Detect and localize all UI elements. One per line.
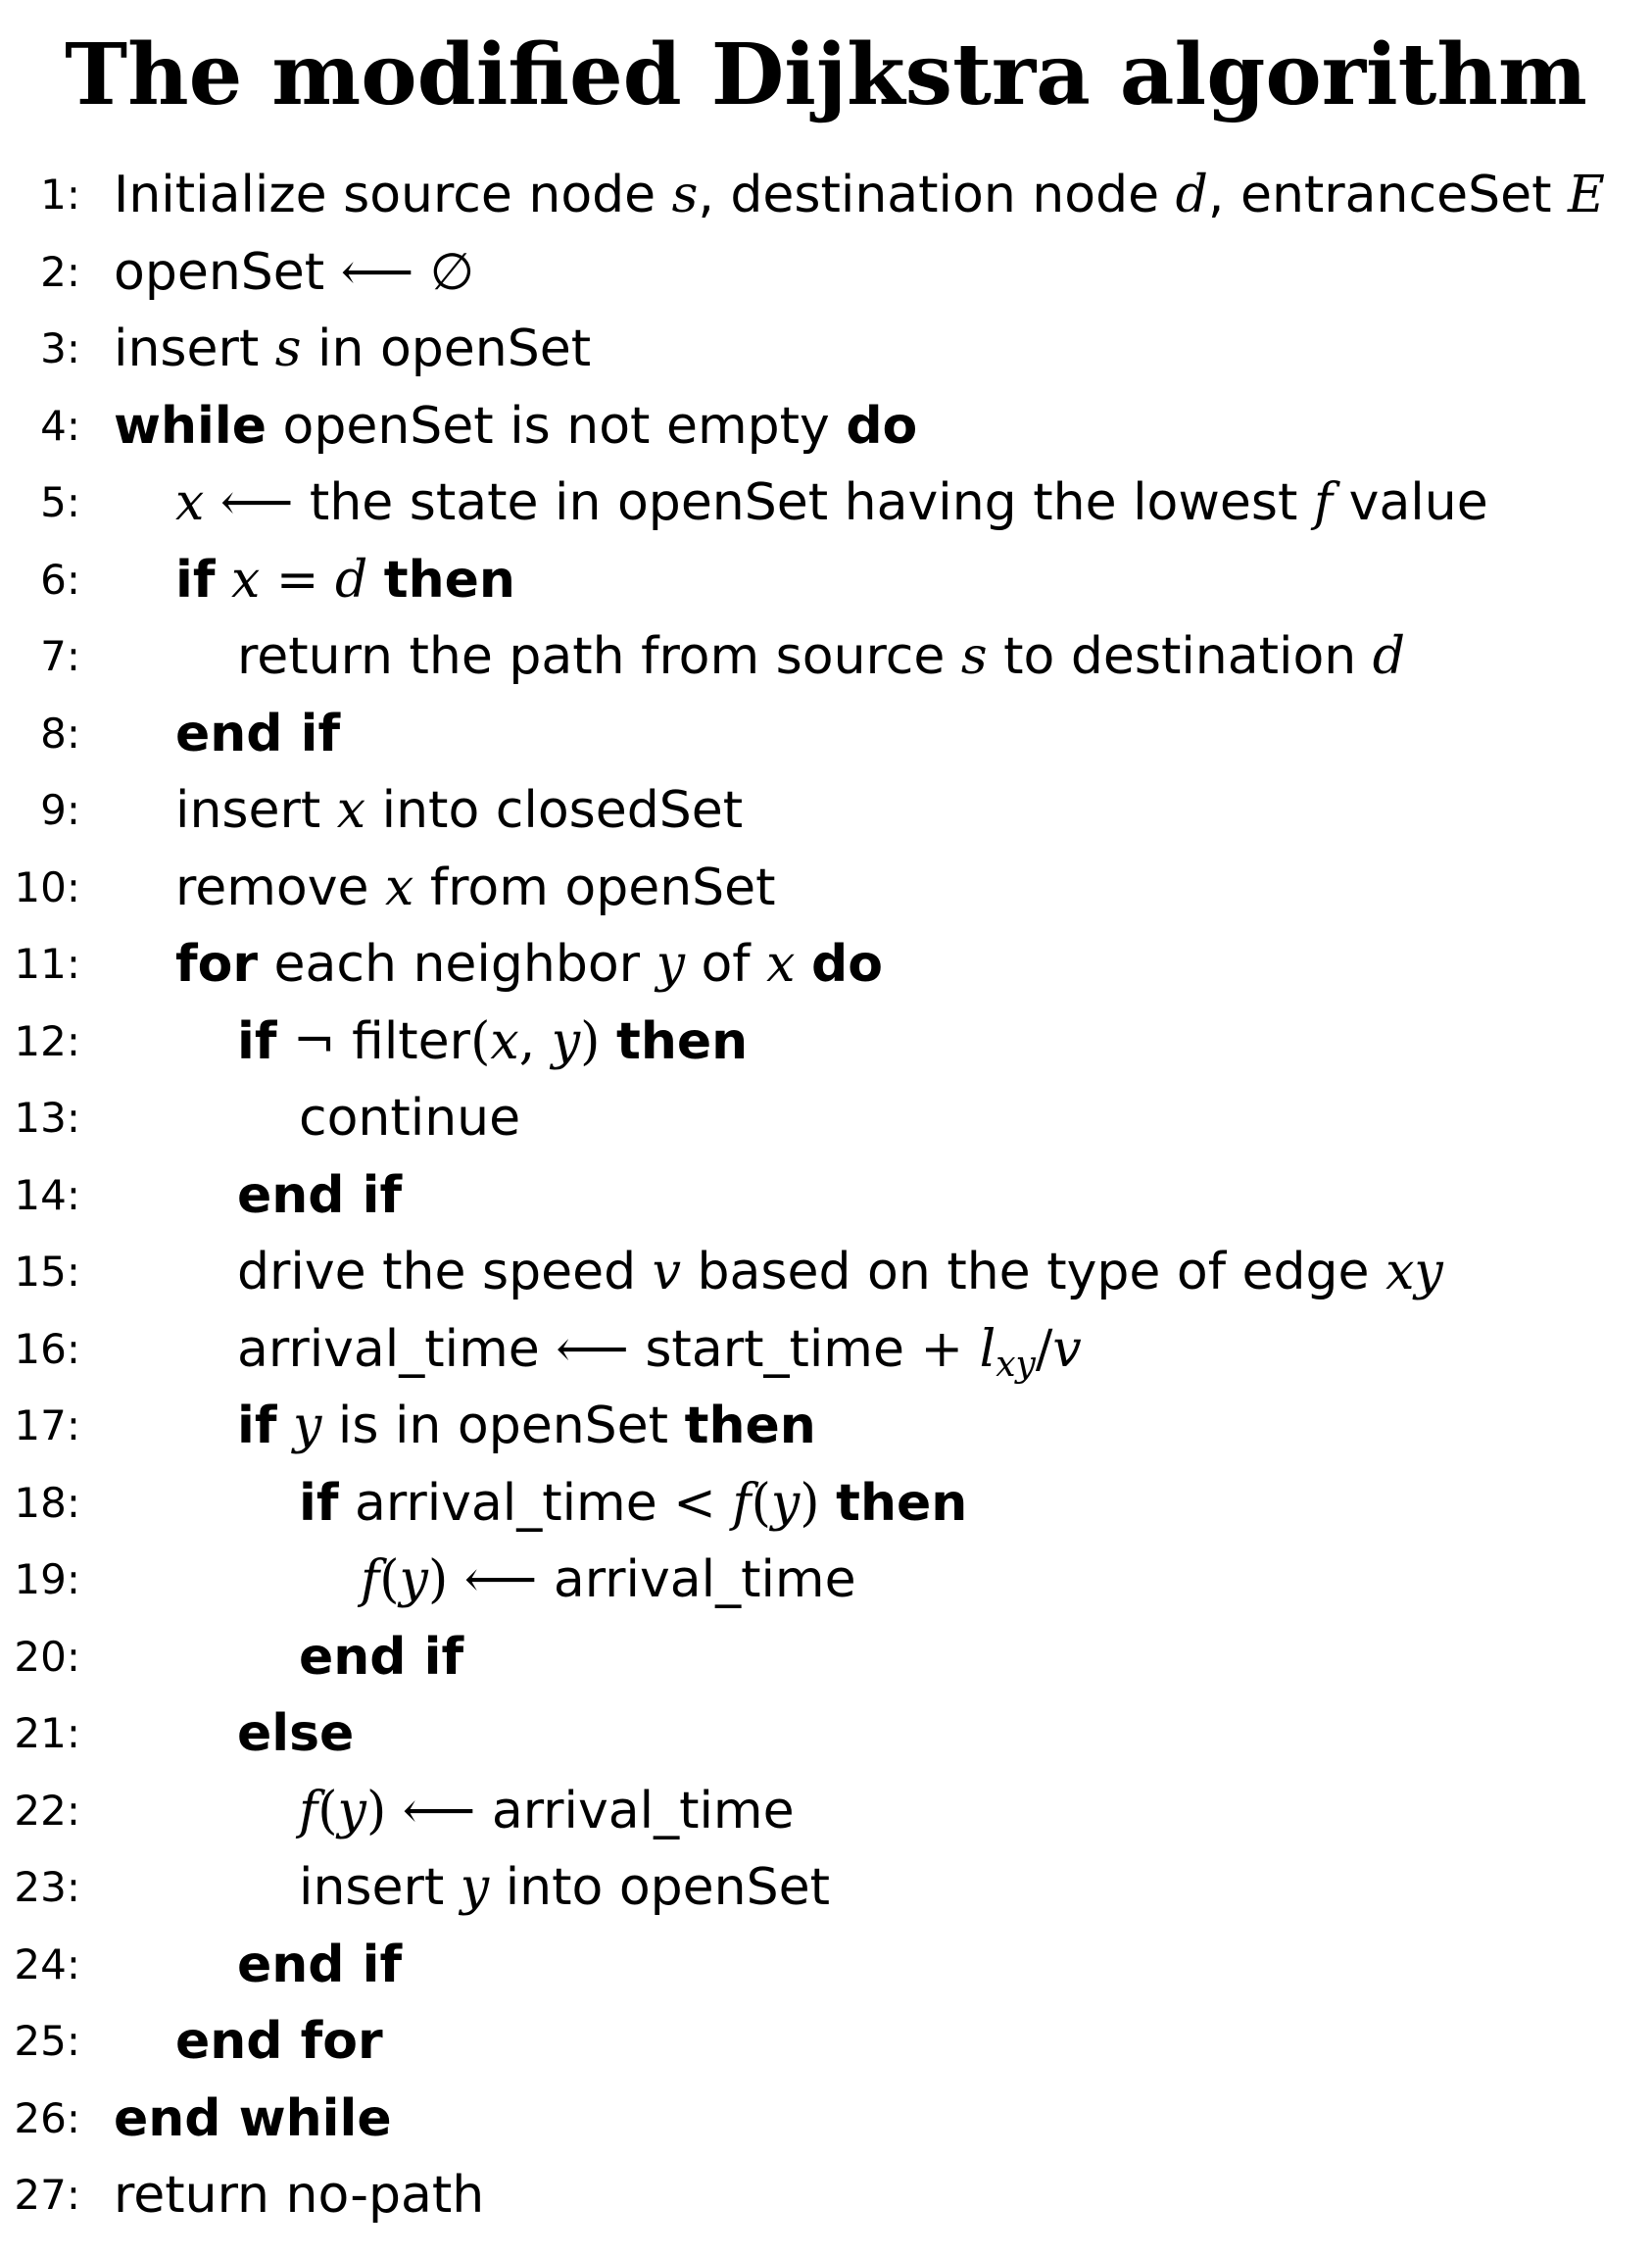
line-code <box>175 850 776 926</box>
algorithm-line <box>0 1927 1652 2003</box>
code-text: arrival_time <box>237 1319 557 1379</box>
line-number: 22: <box>14 1786 80 1835</box>
keyword: do <box>811 935 883 994</box>
line-number: 25: <box>14 2017 80 2065</box>
code-text: < <box>673 1473 733 1533</box>
math-symbol: f <box>299 1781 318 1840</box>
line-code <box>237 1927 402 2003</box>
code-text: arrival_time <box>475 1781 795 1840</box>
code-text <box>448 1550 464 1609</box>
code-text: ⟵ <box>463 1550 538 1609</box>
code-text: ⟵ <box>402 1781 476 1840</box>
keyword: end if <box>299 1627 464 1687</box>
math-symbol: y <box>551 1011 581 1071</box>
code-text: openSet is not empty <box>266 396 847 456</box>
math-symbol: d <box>334 550 368 610</box>
line-code <box>237 1234 1443 1310</box>
algorithm-line <box>0 388 1652 465</box>
math-symbol: f <box>361 1550 380 1609</box>
math-symbol: y <box>337 1781 366 1840</box>
code-text: ) <box>427 1550 449 1609</box>
algorithm-line <box>0 1695 1652 1772</box>
algorithm-line <box>0 2157 1652 2233</box>
line-number: 4: <box>40 401 80 450</box>
keyword: then <box>383 550 515 610</box>
line-number: 14: <box>14 1170 80 1219</box>
code-text: ( <box>317 1781 338 1840</box>
line-code <box>299 1465 967 1542</box>
code-text <box>215 551 231 610</box>
algorithm-line <box>0 1157 1652 1234</box>
keyword: if <box>237 1397 277 1455</box>
line-number: 24: <box>14 1939 80 1988</box>
line-code <box>114 388 917 465</box>
line-code <box>361 1542 856 1618</box>
code-text: start_time <box>628 1319 921 1379</box>
math-symbol: E <box>1568 166 1605 224</box>
code-text: arrival_time <box>537 1550 856 1609</box>
line-number: 11: <box>14 940 80 988</box>
code-text: ⟵ <box>556 1319 629 1379</box>
code-text <box>276 1012 293 1071</box>
code-text <box>795 935 811 994</box>
code-text: into openSet <box>489 1858 831 1917</box>
code-text: ( <box>379 1550 400 1609</box>
math-symbol: x <box>766 935 796 994</box>
line-code <box>299 1773 795 1849</box>
line-number: 16: <box>14 1324 80 1373</box>
line-number: 7: <box>40 632 80 680</box>
line-number: 8: <box>40 709 80 758</box>
algorithm-line <box>0 1619 1652 1695</box>
code-text: ¬ <box>292 1011 336 1071</box>
line-code <box>114 311 591 387</box>
code-text: insert <box>299 1858 461 1917</box>
algorithm-line <box>0 1080 1652 1156</box>
code-text: into closedSet <box>365 781 744 840</box>
code-text <box>204 473 220 532</box>
code-text: Initialize source node <box>114 166 672 224</box>
code-text <box>600 1012 616 1071</box>
algorithm-title: The modified Dijkstra algorithm <box>65 25 1587 124</box>
line-code <box>114 234 474 311</box>
line-code <box>114 157 1605 233</box>
math-symbol: xy <box>1385 1243 1443 1301</box>
algorithm-line <box>0 2081 1652 2157</box>
algorithm-line <box>0 1542 1652 1618</box>
math-symbol: f <box>732 1473 752 1533</box>
line-code <box>175 465 1488 541</box>
code-text: from openSet <box>413 858 776 917</box>
line-number: 15: <box>14 1248 80 1296</box>
code-text: remove <box>175 858 385 917</box>
code-text: ) <box>365 1781 387 1840</box>
code-text: , entranceSet <box>1207 166 1569 224</box>
line-code <box>299 1619 463 1695</box>
algorithm-line <box>0 1234 1652 1310</box>
line-number: 12: <box>14 1016 80 1065</box>
code-text: continue <box>299 1089 521 1148</box>
line-number: 19: <box>14 1555 80 1603</box>
code-text: based on the type of edge <box>681 1243 1386 1301</box>
code-text <box>367 551 384 610</box>
algorithm-line <box>0 1773 1652 1849</box>
code-text: return no-path <box>114 2166 485 2225</box>
line-number: 17: <box>14 1401 80 1449</box>
code-text: ⟵ <box>219 473 294 532</box>
line-number: 2: <box>40 247 80 296</box>
keyword: if <box>237 1011 277 1071</box>
code-text: the state in openSet having the lowest <box>293 473 1314 532</box>
math-symbol: y <box>460 1858 490 1917</box>
keyword: end if <box>175 704 341 763</box>
code-text: value <box>1333 473 1488 532</box>
code-text: openSet <box>114 242 341 302</box>
line-code <box>237 618 1405 695</box>
math-symbol: v <box>652 1243 682 1301</box>
algorithm-line <box>0 542 1652 618</box>
code-text: ) <box>580 1011 601 1071</box>
line-code <box>237 1004 748 1080</box>
algorithm-line <box>0 1311 1652 1388</box>
math-symbol: x <box>490 1011 519 1071</box>
keyword: if <box>175 550 216 610</box>
code-text: return the path from source <box>237 627 961 686</box>
code-text: + <box>920 1319 980 1379</box>
code-text: = <box>260 550 335 610</box>
code-text: ) <box>800 1473 820 1533</box>
line-number: 5: <box>40 478 80 526</box>
code-text: drive the speed <box>237 1243 653 1301</box>
line-number: 10: <box>14 862 80 911</box>
keyword: then <box>836 1473 968 1533</box>
algorithm-line <box>0 850 1652 926</box>
code-text: filter <box>335 1011 471 1071</box>
line-number: 23: <box>14 1863 80 1911</box>
code-text: insert <box>175 781 337 840</box>
math-symbol: s <box>274 319 302 378</box>
code-text: in openSet <box>301 319 592 378</box>
line-code <box>114 2081 392 2157</box>
math-symbol: s <box>960 627 988 686</box>
line-code <box>175 542 515 618</box>
keyword: while <box>114 396 267 456</box>
code-text: each neighbor <box>258 935 656 994</box>
math-symbol: x <box>175 473 205 532</box>
code-text <box>276 1397 293 1455</box>
math-symbol: y <box>656 935 685 994</box>
code-text: ( <box>751 1473 771 1533</box>
line-number: 1: <box>40 171 80 219</box>
algorithm-line <box>0 772 1652 849</box>
keyword: do <box>846 396 918 456</box>
math-symbol: y <box>399 1550 428 1609</box>
line-code <box>299 1080 520 1156</box>
keyword: then <box>615 1011 749 1071</box>
math-symbol: x <box>336 781 366 840</box>
keyword: end while <box>114 2088 392 2148</box>
math-symbol: v <box>1052 1319 1082 1379</box>
code-text <box>820 1474 837 1533</box>
math-symbol: d <box>1372 627 1406 686</box>
keyword: end if <box>237 1935 403 1994</box>
algorithm-line <box>0 157 1652 233</box>
keyword: else <box>237 1704 355 1763</box>
code-text: ⟵ <box>340 242 414 302</box>
algorithm-line <box>0 234 1652 311</box>
algorithm-line <box>0 1465 1652 1542</box>
code-text: of <box>684 935 767 994</box>
code-text: / <box>1035 1319 1053 1379</box>
line-number: 26: <box>14 2093 80 2142</box>
line-code <box>175 926 883 1003</box>
line-code <box>175 2003 383 2080</box>
algorithm-line <box>0 2003 1652 2080</box>
math-symbol: x <box>230 550 261 610</box>
algorithm-line <box>0 696 1652 772</box>
code-text: ( <box>470 1011 491 1071</box>
line-code <box>237 1157 402 1234</box>
code-text: is in openSet <box>321 1397 685 1455</box>
math-symbol: s <box>671 166 699 224</box>
keyword: for <box>175 935 258 994</box>
code-text: arrival_time <box>338 1473 674 1533</box>
line-number: 18: <box>14 1478 80 1527</box>
code-text: ∅ <box>429 242 475 302</box>
algorithm-line <box>0 1849 1652 1926</box>
keyword: end if <box>237 1165 403 1225</box>
math-symbol: d <box>1175 166 1208 224</box>
math-symbol: l <box>979 1319 996 1379</box>
code-text <box>413 243 430 302</box>
algorithm-line <box>0 1004 1652 1080</box>
line-number: 21: <box>14 1709 80 1757</box>
keyword: end for <box>175 2012 383 2071</box>
algorithm-line <box>0 465 1652 541</box>
algorithm-line <box>0 1388 1652 1464</box>
line-number: 20: <box>14 1632 80 1681</box>
line-code <box>237 1388 816 1464</box>
code-text: insert <box>114 319 275 378</box>
algorithm-line <box>0 926 1652 1003</box>
math-symbol: x <box>385 858 414 917</box>
line-code <box>237 1695 354 1772</box>
code-text: to destination <box>987 627 1373 686</box>
line-number: 6: <box>40 555 80 604</box>
algorithm-line <box>0 618 1652 695</box>
line-code <box>175 772 743 849</box>
keyword: if <box>299 1473 339 1533</box>
code-text <box>386 1782 403 1840</box>
keyword: then <box>684 1397 816 1455</box>
line-number: 13: <box>14 1094 80 1142</box>
math-symbol: y <box>770 1473 801 1533</box>
math-symbol: f <box>1313 473 1334 532</box>
line-code <box>114 2157 484 2233</box>
line-number: 27: <box>14 2171 80 2219</box>
line-number: 9: <box>40 786 80 834</box>
math-symbol: y <box>292 1397 322 1455</box>
code-text: , destination node <box>698 166 1176 224</box>
line-code <box>299 1849 830 1926</box>
line-number: 3: <box>40 324 80 372</box>
algorithm-line <box>0 311 1652 387</box>
line-code <box>175 696 340 772</box>
math-symbol: xy <box>996 1344 1036 1385</box>
code-text: , <box>518 1011 552 1071</box>
